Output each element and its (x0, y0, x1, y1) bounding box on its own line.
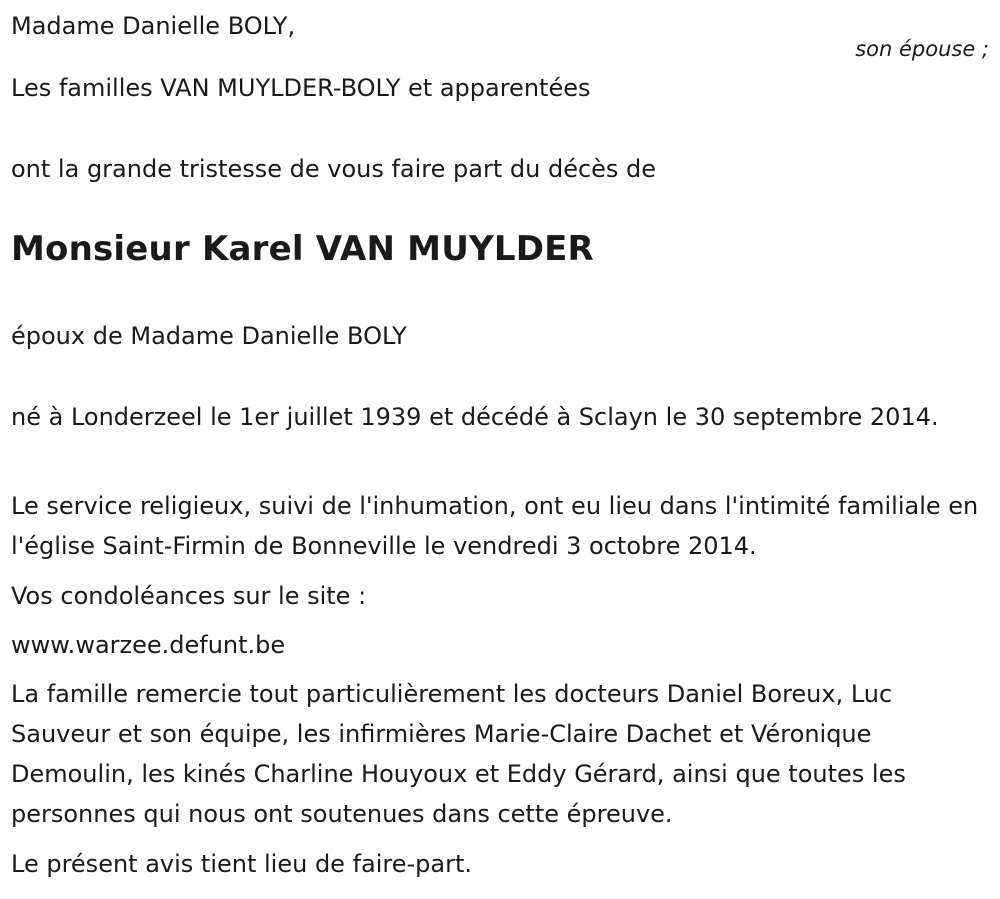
spouse-name: Madame Danielle BOLY, (11, 12, 296, 40)
families-line: Les familles VAN MUYLDER-BOLY et apparentées (11, 74, 591, 102)
spouse-relation: son épouse ; (855, 37, 989, 61)
birth-death-text: né à Londerzeel le 1er juillet 1939 et décédé à Sclayn le 30 septembre 2014. (11, 403, 939, 431)
condolences-site-link[interactable]: www.warzee.defunt.be (11, 631, 286, 659)
closing-text: Le présent avis tient lieu de faire-part. (11, 850, 473, 878)
service-text: Le service religieux, suivi de l'inhumation, ont eu lieu dans l'intimité familiale en l'église Saint-Firmin de Bonneville le vendredi 3 octobre 2014. (11, 492, 979, 560)
condolences-label: Vos condoléances sur le site : (11, 582, 367, 610)
deceased-name: Monsieur Karel VAN MUYLDER (11, 229, 594, 269)
announcement-intro: ont la grande tristesse de vous faire part du décès de (11, 155, 657, 183)
spouse-of-line: époux de Madame Danielle BOLY (11, 322, 407, 350)
thanks-text: La famille remercie tout particulièrement les docteurs Daniel Boreux, Luc Sauveur et son équipe, les infirmières Marie-Claire Dachet et Véronique Demoulin, les kinés Charline Houyoux et Eddy Gérard, ainsi que toutes les personnes qui nous ont soutenues dans cette épreuve. (11, 680, 906, 828)
